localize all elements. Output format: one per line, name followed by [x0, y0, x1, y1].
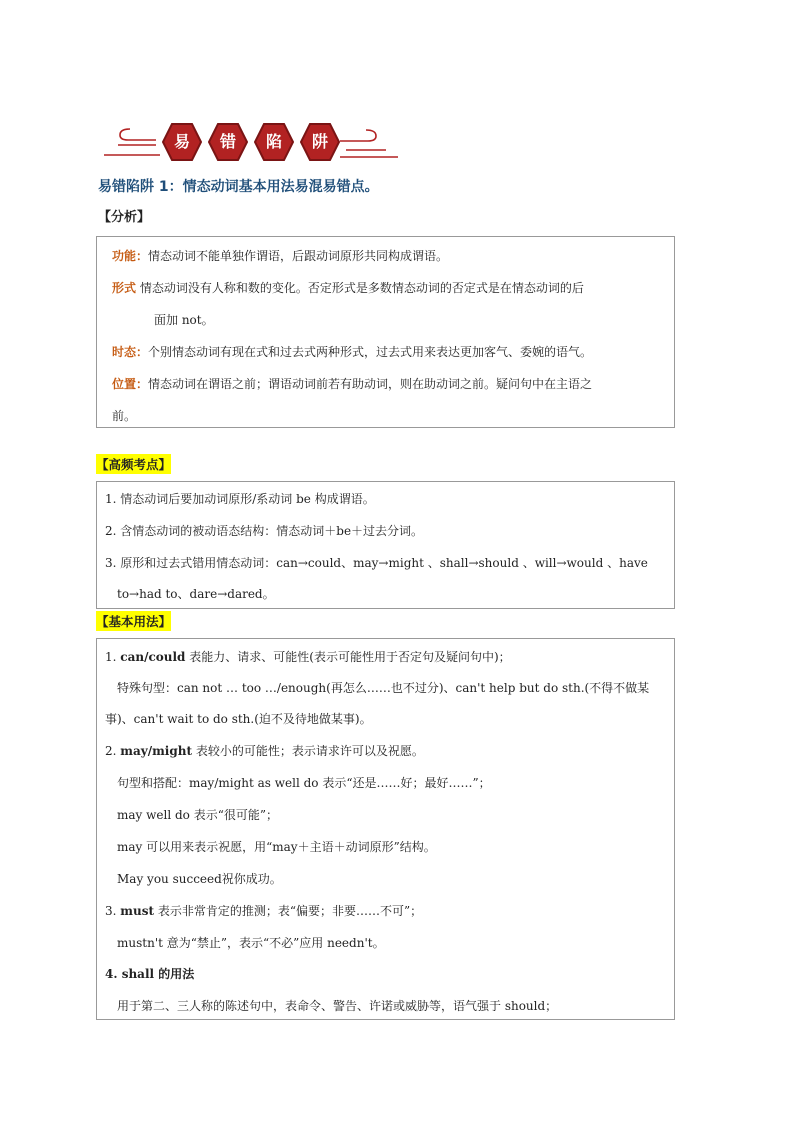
freq-label: 【高频考点】 [96, 454, 171, 474]
analysis-line: 形式 情态动词没有人称和数的变化。否定形式是多数情态动词的否定式是在情态动词的后 [112, 281, 584, 295]
banner-char: 陷 [265, 132, 282, 151]
basic-line: may 可以用来表示祝愿，用“may＋主语＋动词原形”结构。 [117, 840, 436, 854]
banner-char: 错 [219, 132, 236, 151]
analysis-box [96, 236, 675, 428]
banner-char: 易 [173, 132, 190, 151]
analysis-line: 位置：情态动词在谓语之前；谓语动词前若有助动词，则在助动词之前。疑问句中在主语之 [112, 377, 593, 391]
basic-line: 1. can/could 表能力、请求、可能性(表示可能性用于否定句及疑问句中)； [105, 650, 511, 664]
freq-line: to→had to、dare→dared。 [117, 587, 275, 601]
basic-line: 特殊句型：can not … too …/enough(再怎么……也不过分)、can't help but do sth.(不得不做某 [117, 681, 650, 695]
freq-line: 2. 含情态动词的被动语态结构：情态动词＋be＋过去分词。 [105, 524, 424, 538]
basic-line: 用于第二、三人称的陈述句中，表命令、警告、许诺或威胁等，语气强于 should； [117, 999, 558, 1013]
basic-box [96, 638, 675, 1020]
freq-line: 1. 情态动词后要加动词原形/系动词 be 构成谓语。 [105, 492, 375, 506]
analysis-line: 功能：情态动词不能单独作谓语，后跟动词原形共同构成谓语。 [112, 249, 449, 263]
trap-title: 易错陷阱 1：情态动词基本用法易混易错点。 [98, 179, 379, 195]
banner-hex [300, 123, 340, 161]
analysis-line: 前。 [112, 409, 137, 423]
analysis-line: 时态：个别情态动词有现在式和过去式两种形式，过去式用来表达更加客气、委婉的语气。 [112, 345, 593, 359]
banner-hex [208, 123, 248, 161]
basic-line: may well do 表示“很可能”； [117, 808, 278, 822]
banner-hex [162, 123, 202, 161]
analysis-label: 【分析】 [98, 210, 151, 225]
section-banner [100, 117, 400, 167]
basic-line: mustn't 意为“禁止”，表示“不必”应用 needn't。 [117, 936, 385, 950]
freq-box [96, 481, 675, 609]
banner-title [162, 123, 340, 161]
basic-label: 【基本用法】 [96, 611, 171, 631]
basic-line: 2. may/might 表较小的可能性；表示请求许可以及祝愿。 [105, 744, 424, 758]
basic-line: 4. shall 的用法 [105, 967, 195, 981]
basic-line: 3. must 表示非常肯定的推测；表“偏要；非要……不可”； [105, 904, 423, 918]
analysis-line: 面加 not。 [154, 313, 214, 327]
freq-line: 3. 原形和过去式错用情态动词：can→could、may→might 、shall→should 、will→would 、have [105, 556, 648, 570]
banner-char: 阱 [311, 132, 328, 151]
banner-hex [254, 123, 294, 161]
basic-line: 句型和搭配：may/might as well do 表示“还是……好；最好……”； [117, 776, 491, 790]
basic-line: May you succeed祝你成功。 [117, 872, 282, 886]
basic-line: 事)、can't wait to do sth.(迫不及待地做某事)。 [105, 712, 372, 726]
